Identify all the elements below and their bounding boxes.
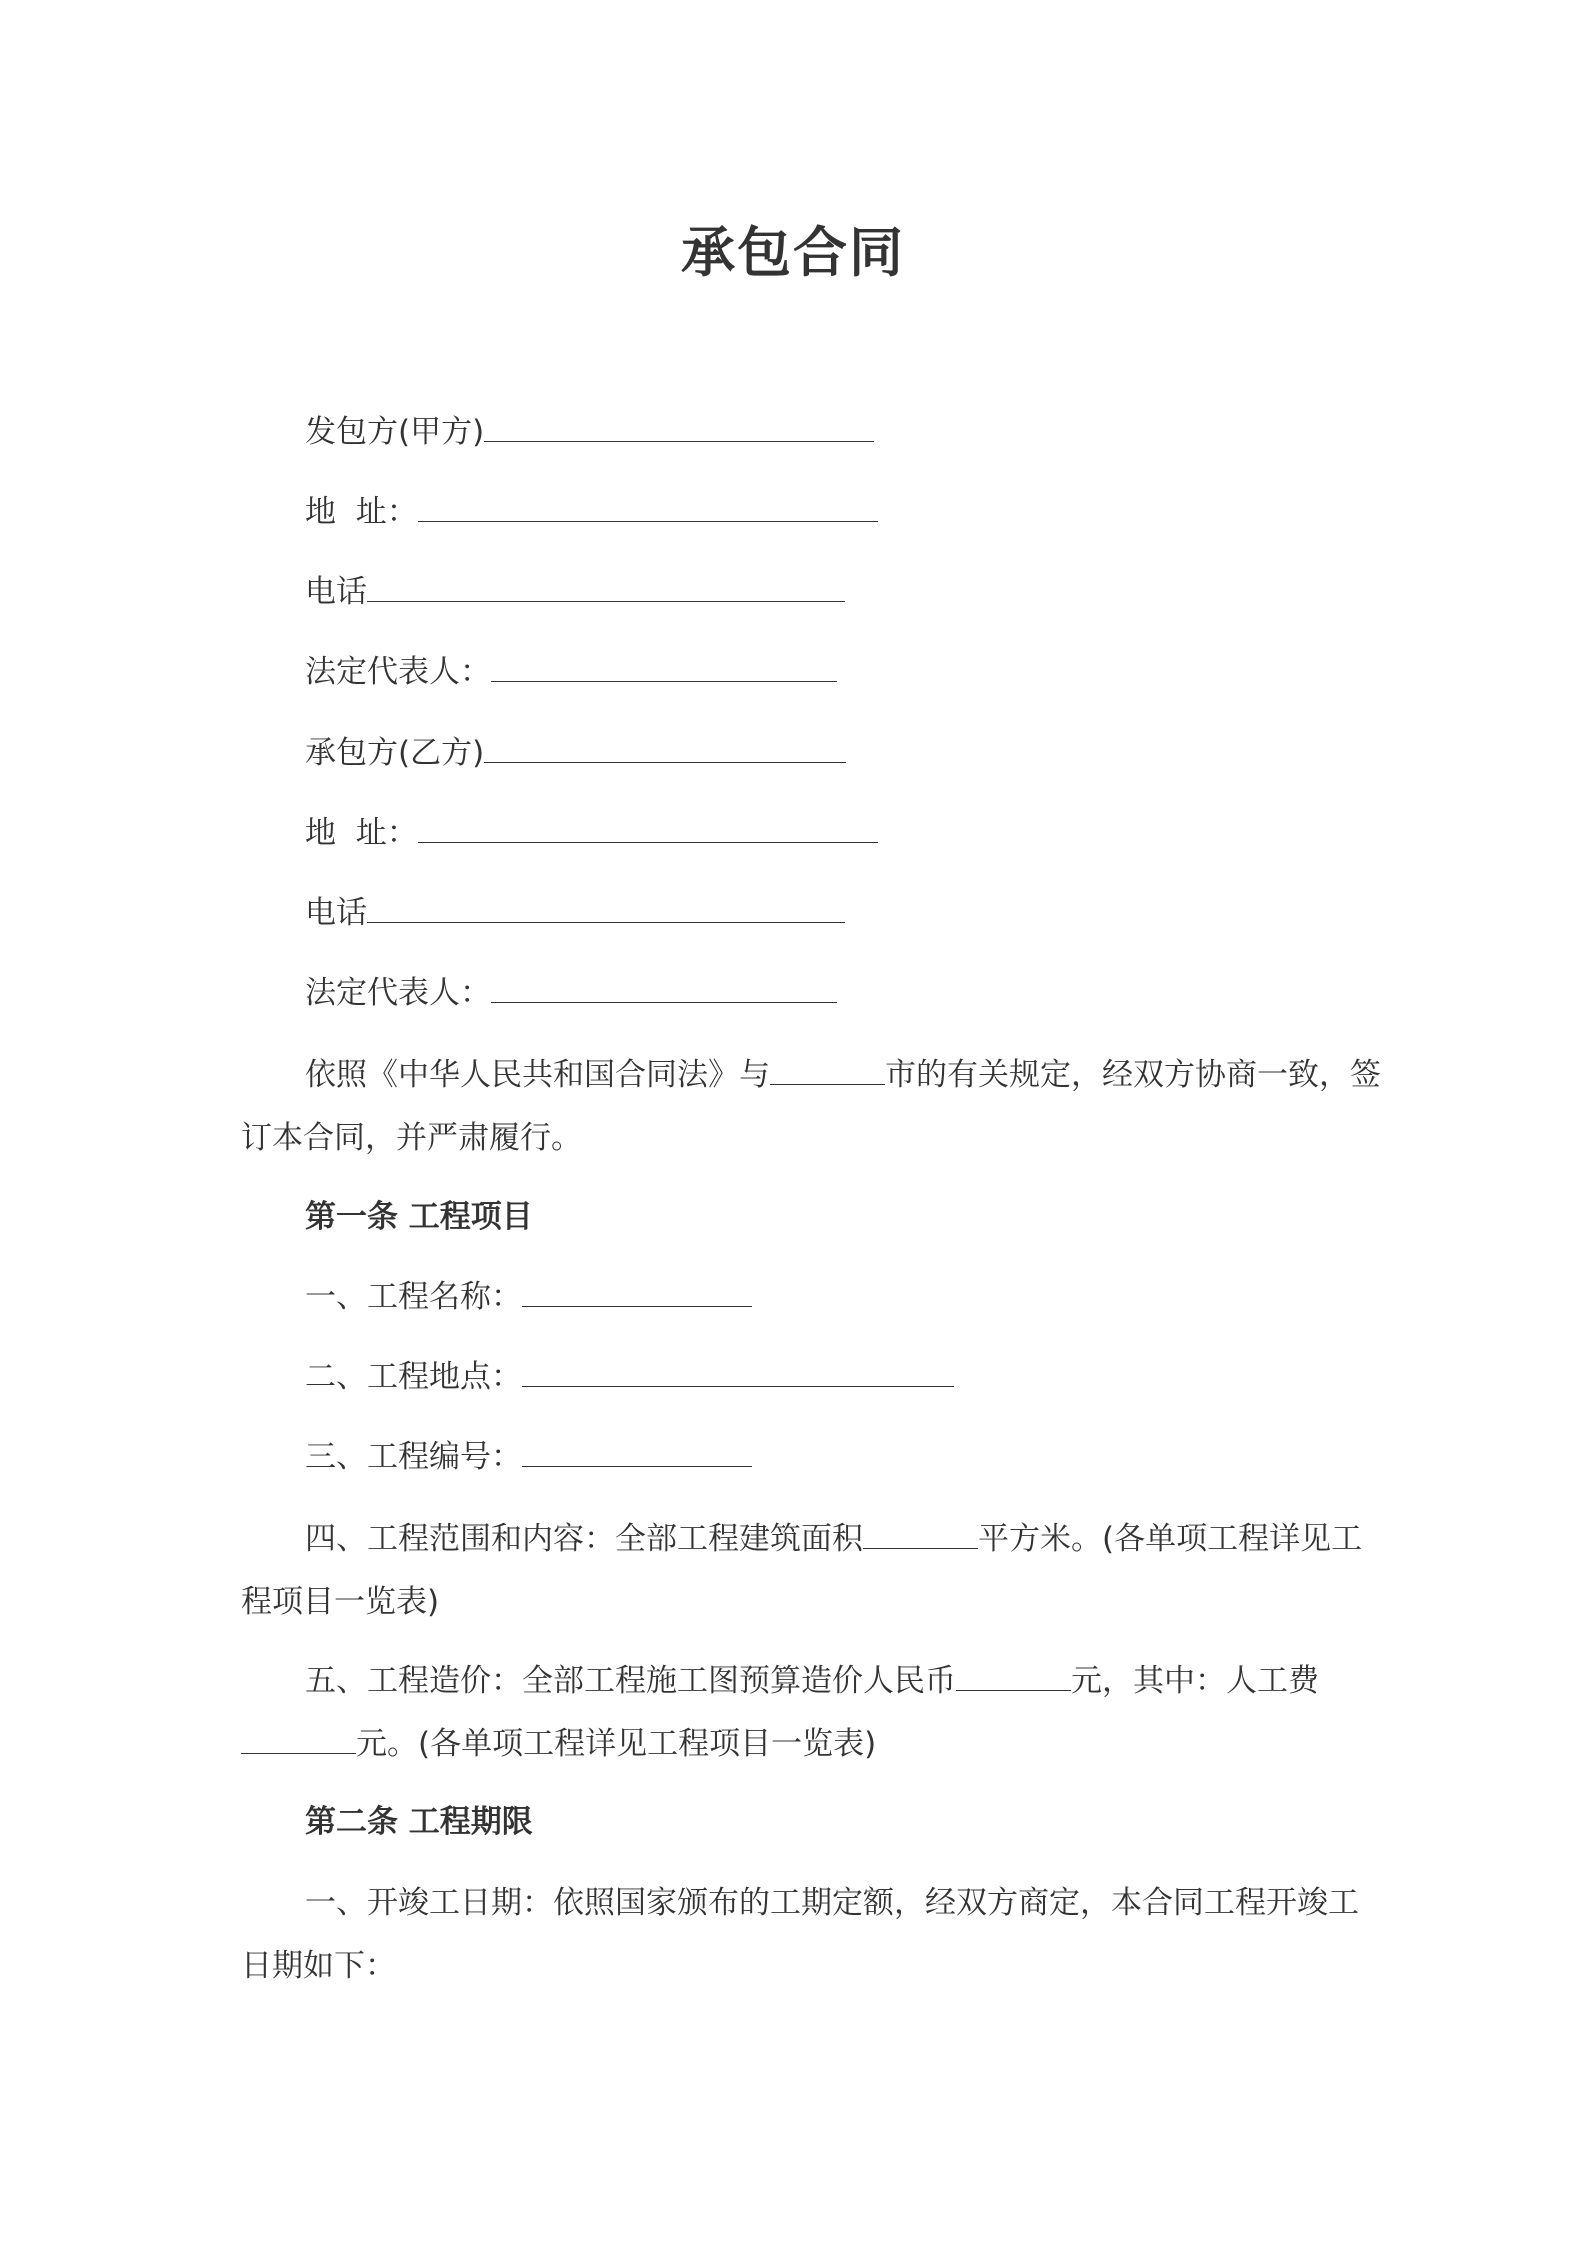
article-1-item-1 — [305, 1275, 752, 1319]
project-location-field[interactable] — [522, 1356, 954, 1387]
labor-cost-field[interactable] — [241, 1723, 356, 1754]
party-b-phone-line — [305, 891, 845, 935]
project-cost-after: 元。(各单项工程详见工程项目一览表) — [356, 1726, 877, 1762]
party-b-address-label: 地 址： — [305, 815, 418, 851]
preamble-paragraph — [241, 1044, 1386, 1170]
party-b-rep-line — [305, 971, 837, 1015]
party-a-label: 发包方(甲方) — [305, 414, 485, 450]
party-a-phone-line — [305, 570, 845, 614]
party-a-rep-field[interactable] — [491, 651, 837, 682]
article-2-item-1: 一、开竣工日期：依照国家颁布的工期定额，经双方商定，本合同工程开竣工日期如下： — [241, 1885, 1359, 1984]
project-area-field[interactable] — [863, 1518, 978, 1549]
party-b-phone-label: 电话 — [305, 895, 367, 931]
party-b-line — [305, 731, 846, 775]
article-1-item-4 — [241, 1508, 1386, 1634]
party-b-address-line — [305, 811, 878, 855]
party-b-rep-field[interactable] — [491, 972, 837, 1003]
party-a-rep-label: 法定代表人： — [305, 654, 491, 690]
party-b-label: 承包方(乙方) — [305, 735, 485, 771]
project-scope-before: 四、工程范围和内容：全部工程建筑面积 — [305, 1521, 863, 1557]
party-b-phone-field[interactable] — [367, 892, 845, 923]
project-name-label: 一、工程名称： — [305, 1279, 522, 1315]
party-a-address-line — [305, 490, 878, 534]
party-a-address-field[interactable] — [418, 491, 878, 522]
party-a-phone-field[interactable] — [367, 571, 845, 602]
party-a-name-field[interactable] — [484, 411, 874, 442]
preamble-before: 依照《中华人民共和国合同法》与 — [305, 1057, 770, 1093]
party-b-rep-label: 法定代表人： — [305, 975, 491, 1011]
party-b-name-field[interactable] — [484, 732, 846, 763]
preamble-after: 市的有关规定，经双方协商一致，签订本合同，并严肃履行。 — [241, 1057, 1381, 1156]
party-a-phone-label: 电话 — [305, 574, 367, 610]
document-title: 承包合同 — [681, 221, 905, 284]
article-1-item-5 — [241, 1650, 1386, 1776]
project-name-field[interactable] — [522, 1276, 752, 1307]
article-1-item-3 — [305, 1435, 752, 1479]
article-1-heading: 第一条 工程项目 — [305, 1199, 533, 1235]
party-b-address-field[interactable] — [418, 812, 878, 843]
project-number-label: 三、工程编号： — [305, 1439, 522, 1475]
article-2-heading: 第二条 工程期限 — [305, 1804, 533, 1840]
project-location-label: 二、工程地点： — [305, 1359, 522, 1395]
project-cost-field[interactable] — [956, 1660, 1071, 1691]
project-cost-before: 五、工程造价：全部工程施工图预算造价人民币 — [305, 1663, 956, 1699]
party-a-rep-line — [305, 650, 837, 694]
preamble-city-field[interactable] — [770, 1054, 885, 1085]
project-number-field[interactable] — [522, 1436, 752, 1467]
party-a-address-label: 地 址： — [305, 494, 418, 530]
party-a-line — [305, 410, 874, 454]
article-1-item-2 — [305, 1355, 954, 1399]
project-scope-after: 平方米。(各单项工程详见工程项目一览表) — [241, 1521, 1363, 1620]
project-cost-middle: 元，其中：人工费 — [1071, 1663, 1319, 1699]
